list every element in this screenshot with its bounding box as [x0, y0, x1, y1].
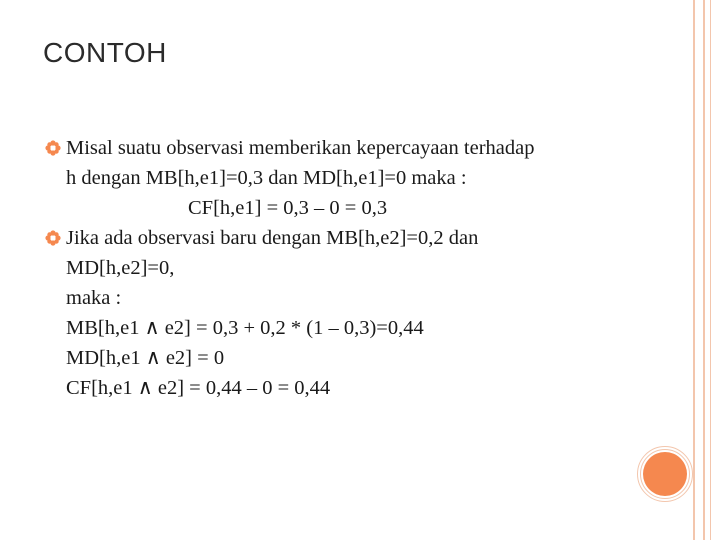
body-line: MB[h,e1 ∧ e2] = 0,3 + 0,2 * (1 – 0,3)=0,44 [66, 317, 424, 339]
body-line: MD[h,e1 ∧ e2] = 0 [66, 347, 225, 369]
body-line: maka : [66, 287, 122, 309]
slide-body [66, 133, 666, 403]
body-line: MD[h,e2]=0, [66, 257, 175, 279]
body-line: h dengan MB[h,e1]=0,3 dan MD[h,e1]=0 maka : [66, 167, 467, 189]
border-line [710, 0, 711, 540]
slide-title: CONTOH [43, 37, 167, 68]
border-line [693, 0, 695, 540]
body-line: CF[h,e1 ∧ e2] = 0,44 – 0 = 0,44 [66, 377, 331, 399]
sun-flower-icon [45, 230, 61, 246]
body-line: CF[h,e1] = 0,3 – 0 = 0,3 [188, 197, 388, 219]
body-line: Misal suatu observasi memberikan kepercayaan terhadap [66, 137, 535, 159]
body-line: Jika ada observasi baru dengan MB[h,e2]=0,2 dan [66, 227, 479, 249]
decorative-circle [643, 452, 687, 496]
border-line [703, 0, 705, 540]
sun-flower-icon [45, 140, 61, 156]
